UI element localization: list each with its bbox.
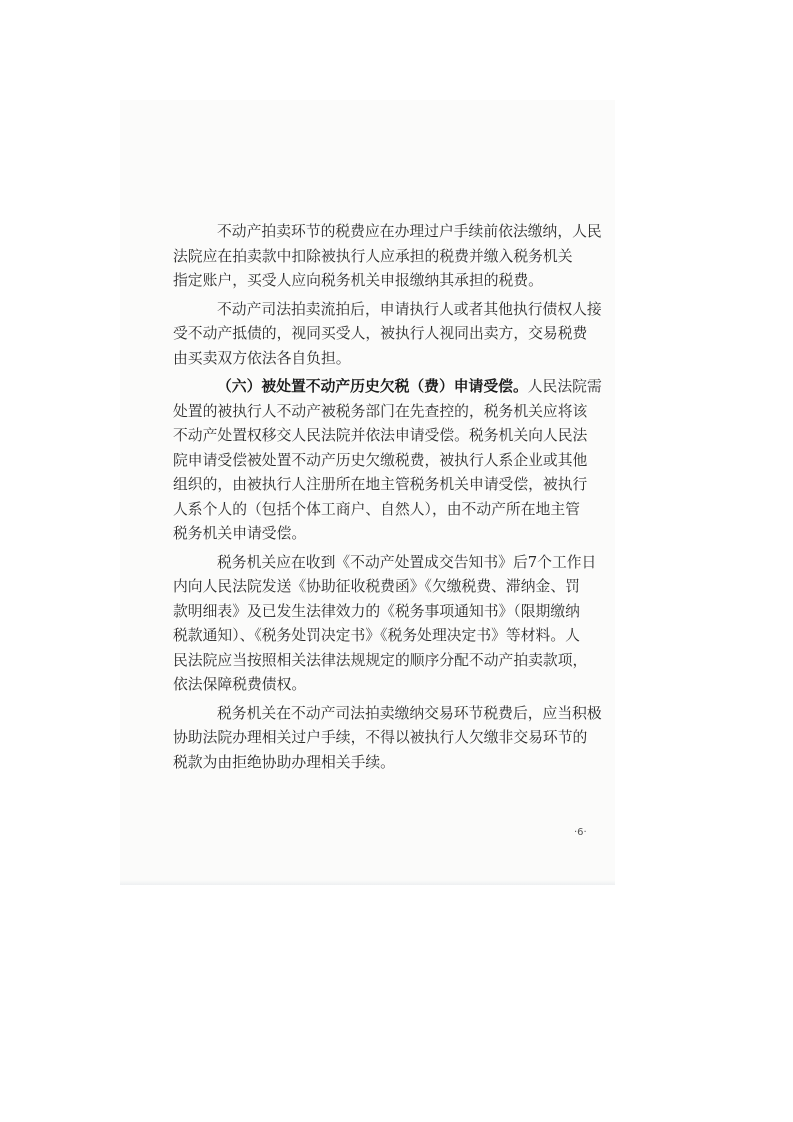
paragraph-line-rest: 人民法院需	[527, 378, 602, 395]
section-heading: （六）被处置不动产历史欠税（费）申请受偿。	[217, 378, 528, 395]
paragraph-3	[173, 375, 613, 547]
paragraph-5	[173, 702, 613, 776]
paragraph-line: 处置的被执行人不动产被税务部门在先查控的，税务机关应将该	[173, 402, 588, 420]
document-body	[173, 220, 613, 775]
paragraph-line: 税款为由拒绝协助办理相关手续。	[173, 753, 395, 771]
paragraph-line: 指定账户，买受人应向税务机关申报缴纳其承担的税费。	[173, 272, 543, 289]
paragraph-line: 民法院应当按照相关法律法规规定的顺序分配不动产拍卖款项，	[173, 651, 588, 669]
paragraph-line: 款明细表》及已发生法律效力的《税务事项通知书》（限期缴纳	[173, 602, 580, 620]
paragraph-line: 不动产拍卖环节的税费应在办理过户手续前依法缴纳，人民	[217, 223, 602, 240]
paragraph-line: 税款通知）、《税务处罚决定书》《税务处理决定书》等材料。人	[173, 627, 580, 644]
page-number: ·6·	[574, 827, 587, 838]
paragraph-line: 协助法院办理相关过户手续，不得以被执行人欠缴非交易环节的	[173, 729, 588, 746]
paragraph-line: 不动产处置权移交人民法院并依法申请受偿。税务机关向人民法	[173, 427, 588, 444]
paragraph-line: 依法保障税费债权。	[173, 676, 307, 693]
paragraph-first-line	[173, 375, 613, 400]
scan-edge	[120, 880, 615, 885]
paragraph-line: 人系个人的（包括个体工商户、自然人），由不动产所在地主管	[173, 500, 580, 518]
paragraph-2	[173, 298, 613, 372]
paragraph-line: 税务机关在不动产司法拍卖缴纳交易环节税费后，应当积极	[217, 704, 602, 722]
paragraph-line: 由买卖双方依法各自负担。	[173, 349, 351, 367]
paragraph-line: 不动产司法拍卖流拍后，申请执行人或者其他执行债权人接	[217, 300, 602, 318]
paragraph-line: 组织的，由被执行人注册所在地主管税务机关申请受偿，被执行	[173, 476, 588, 493]
paragraph-1	[173, 220, 613, 294]
paragraph-line: 法院应在拍卖款中扣除被执行人应承担的税费并缴入税务机关	[173, 247, 573, 265]
paragraph-4	[173, 551, 613, 698]
paragraph-line: 内向人民法院发送《协助征收税费函》《欠缴税费、滞纳金、罚	[173, 578, 580, 595]
paragraph-line: 院申请受偿被处置不动产历史欠缴税费，被执行人系企业或其他	[173, 451, 588, 469]
paragraph-line: 受不动产抵债的，视同买受人，被执行人视同出卖方，交易税费	[173, 325, 588, 342]
paragraph-line: 税务机关申请受偿。	[173, 525, 307, 542]
paragraph-line: 税务机关应在收到《不动产处置成交告知书》后7个工作日	[217, 553, 597, 571]
